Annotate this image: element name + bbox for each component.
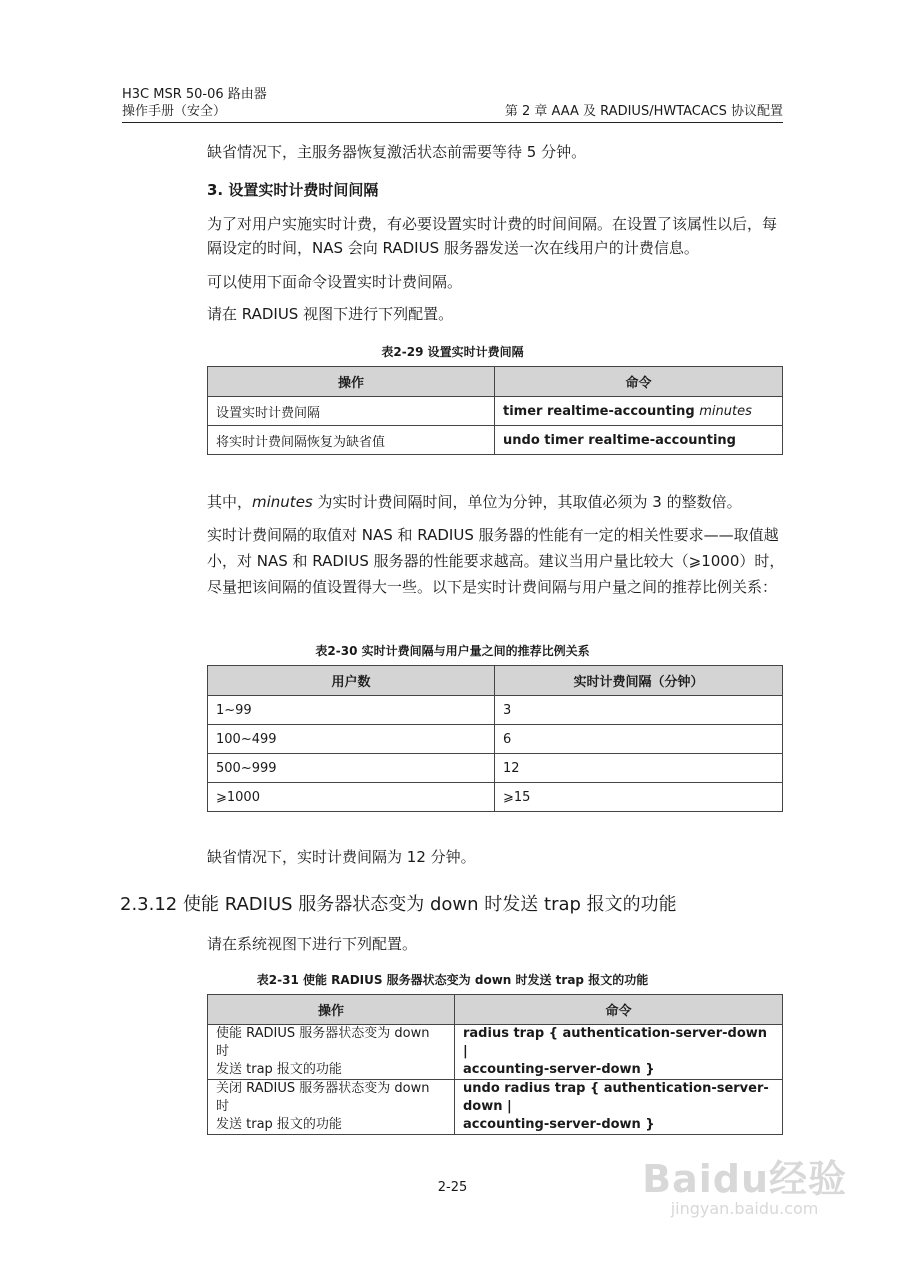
minutes-variable: minutes: [252, 493, 313, 511]
table-cell-users: 500~999: [208, 754, 495, 783]
table-cell-interval: ⩾15: [495, 783, 783, 812]
table-cell-users: ⩾1000: [208, 783, 495, 812]
operation-line: 发送 trap 报文的功能: [216, 1117, 342, 1132]
table-row: [208, 426, 783, 455]
paragraph-radius-view: 请在 RADIUS 视图下进行下列配置。: [207, 305, 454, 323]
paragraph-default-activate: 缺省情况下，主服务器恢复激活状态前需要等待 5 分钟。: [207, 143, 587, 161]
header-divider: [122, 122, 783, 123]
table-row: [208, 783, 783, 812]
table-header-operation: 操作: [208, 995, 455, 1025]
table-header-command: 命令: [495, 367, 783, 397]
table-2-31: [207, 994, 783, 1135]
paragraph-performance: 实时计费间隔的取值对 NAS 和 RADIUS 服务器的性能有一定的相关性要求——取值越小，对 NAS 和 RADIUS 服务器的性能要求越高。建议当用户量比较大（⩾1000）时，尽量把该间隔的值设置得大一些。以下是实时计费间隔与用户量之间的推荐比例关系：: [207, 526, 785, 596]
table-header-interval: 实时计费间隔（分钟）: [495, 666, 783, 696]
table-cell-operation: 设置实时计费间隔: [208, 397, 495, 426]
baidu-watermark: [642, 1148, 847, 1218]
command-line: accounting-server-down }: [463, 1062, 655, 1077]
table-cell-operation: 将实时计费间隔恢复为缺省值: [208, 426, 495, 455]
page-number: 2-25: [437, 1180, 468, 1195]
header-chapter: 第 2 章 AAA 及 RADIUS/HWTACACS 协议配置: [504, 104, 783, 119]
minutes-prefix: 其中，: [207, 493, 253, 511]
section-3-heading: 3. 设置实时计费时间间隔: [207, 181, 379, 199]
table-2-30: [207, 665, 783, 812]
watermark-logo: Baidu经验: [642, 1157, 847, 1201]
paragraph-realtime-intro: 为了对用户实施实时计费，有必要设置实时计费的时间间隔。在设置了该属性以后，每隔设定的时间，NAS 会向 RADIUS 服务器发送一次在线用户的计费信息。: [207, 215, 778, 257]
section-2-3-12-heading: 2.3.12 使能 RADIUS 服务器状态变为 down 时发送 trap 报文的功能: [120, 894, 677, 915]
table-cell-users: 100~499: [208, 725, 495, 754]
table-row: [208, 1025, 783, 1080]
command-text: timer realtime-accounting: [503, 403, 695, 419]
watermark-url: jingyan.baidu.com: [670, 1199, 819, 1218]
operation-line: 发送 trap 报文的功能: [216, 1062, 342, 1077]
command-line: radius trap { authentication-server-down |: [463, 1026, 768, 1059]
table-2-29: [207, 366, 783, 455]
paragraph-minutes: [207, 490, 785, 514]
table-row: [208, 1080, 783, 1135]
operation-line: 使能 RADIUS 服务器状态变为 down 时: [216, 1026, 430, 1059]
table-cell-command: [455, 1025, 783, 1080]
command-line: undo radius trap { authentication-server-down |: [463, 1081, 769, 1114]
table-2-31-caption: 表2-31 使能 RADIUS 服务器状态变为 down 时发送 trap 报文的功能: [256, 973, 649, 987]
table-2-29-caption: 表2-29 设置实时计费间隔: [381, 345, 524, 359]
table-cell-command: [495, 397, 783, 426]
table-cell-interval: 12: [495, 754, 783, 783]
operation-line: 关闭 RADIUS 服务器状态变为 down 时: [216, 1081, 430, 1114]
table-2-30-caption: 表2-30 实时计费间隔与用户量之间的推荐比例关系: [315, 644, 590, 658]
header-product: H3C MSR 50-06 路由器: [122, 87, 267, 102]
table-row: [208, 696, 783, 725]
table-cell-interval: 6: [495, 725, 783, 754]
table-header-operation: 操作: [208, 367, 495, 397]
paragraph-realtime-command: 可以使用下面命令设置实时计费间隔。: [207, 273, 463, 291]
paragraph-system-view: 请在系统视图下进行下列配置。: [207, 935, 418, 953]
command-argument: minutes: [699, 403, 752, 419]
table-cell-command: [455, 1080, 783, 1135]
header-manual: 操作手册（安全）: [122, 104, 227, 119]
table-header-command: 命令: [455, 995, 783, 1025]
paragraph-default-interval: 缺省情况下，实时计费间隔为 12 分钟。: [207, 848, 476, 866]
command-line: accounting-server-down }: [463, 1117, 655, 1132]
table-row: [208, 754, 783, 783]
table-row: [208, 397, 783, 426]
table-cell-operation: [208, 1080, 455, 1135]
table-header-users: 用户数: [208, 666, 495, 696]
minutes-suffix: 为实时计费间隔时间，单位为分钟，其取值必须为 3 的整数倍。: [312, 493, 742, 511]
table-cell-interval: 3: [495, 696, 783, 725]
page-header-left: [122, 86, 267, 120]
table-cell-operation: [208, 1025, 455, 1080]
table-cell-command: undo timer realtime-accounting: [495, 426, 783, 455]
table-row: [208, 725, 783, 754]
table-cell-users: 1~99: [208, 696, 495, 725]
